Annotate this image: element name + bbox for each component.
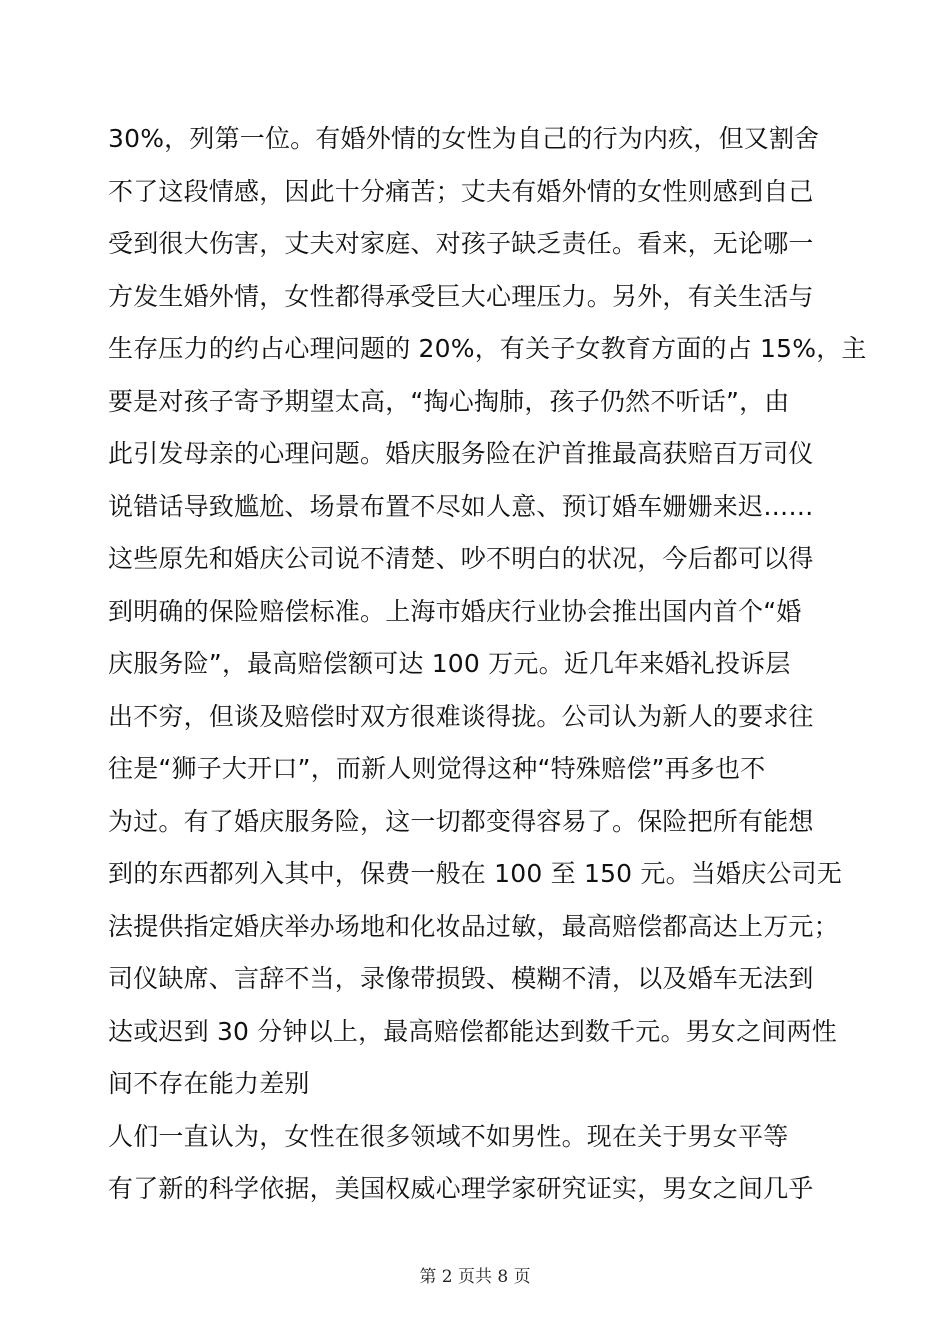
text-line-14: 为过。有了婚庆服务险，这一切都变得容易了。保险把所有能想 [108, 806, 814, 836]
text-line-20: 人们一直认为，女性在很多领域不如男性。现在关于男女平等 [108, 1121, 789, 1151]
text-line-13: 往是“狮子大开口”，而新人则觉得这种“特殊赔偿”再多也不 [108, 754, 766, 783]
body-text [108, 113, 868, 1216]
text-line-5: 生存压力的约占心理问题的 20%，有关子女教育方面的占 15%，主 [108, 334, 867, 363]
text-line-16: 法提供指定婚庆举办场地和化妆品过敏，最高赔偿都高达上万元； [108, 911, 839, 941]
text-line-11: 庆服务险”，最高赔偿额可达 100 万元。近几年来婚礼投诉层 [108, 649, 791, 678]
text-line-12: 出不穷，但谈及赔偿时双方很难谈得拢。公司认为新人的要求往 [108, 701, 814, 731]
text-line-3: 受到很大伤害，丈夫对家庭、对孩子缺乏责任。看来，无论哪一 [108, 229, 814, 258]
text-line-21: 有了新的科学依据，美国权威心理学家研究证实，男女之间几乎 [108, 1174, 814, 1203]
text-line-9: 这些原先和婚庆公司说不清楚、吵不明白的状况，今后都可以得 [108, 544, 814, 573]
text-line-19: 间不存在能力差别 [108, 1069, 310, 1098]
text-line-6: 要是对孩子寄予期望太高，“掏心掏肺，孩子仍然不听话”，由 [108, 386, 790, 416]
text-line-10: 到明确的保险赔偿标准。上海市婚庆行业协会推出国内首个“婚 [108, 596, 802, 626]
text-line-17: 司仪缺席、言辞不当，录像带损毁、模糊不清，以及婚车无法到 [108, 964, 814, 993]
text-line-8: 说错话导致尴尬、场景布置不尽如人意、预订婚车姗姗来迟…… [108, 491, 814, 521]
text-line-18: 达或迟到 30 分钟以上，最高赔偿都能达到数千元。男女之间两性 [108, 1016, 837, 1046]
text-line-1: 30%，列第一位。有婚外情的女性为自己的行为内疚，但又割舍 [108, 124, 820, 153]
text-line-15: 到的东西都列入其中，保费一般在 100 至 150 元。当婚庆公司无 [108, 859, 843, 888]
text-line-2: 不了这段情感，因此十分痛苦；丈夫有婚外情的女性则感到自己 [108, 176, 814, 206]
text-line-4: 方发生婚外情，女性都得承受巨大心理压力。另外，有关生活与 [108, 281, 814, 311]
text-line-7: 此引发母亲的心理问题。婚庆服务险在沪首推最高获赔百万司仪 [108, 439, 814, 468]
page-number-footer: 第 2 页共 8 页 [419, 1267, 531, 1287]
